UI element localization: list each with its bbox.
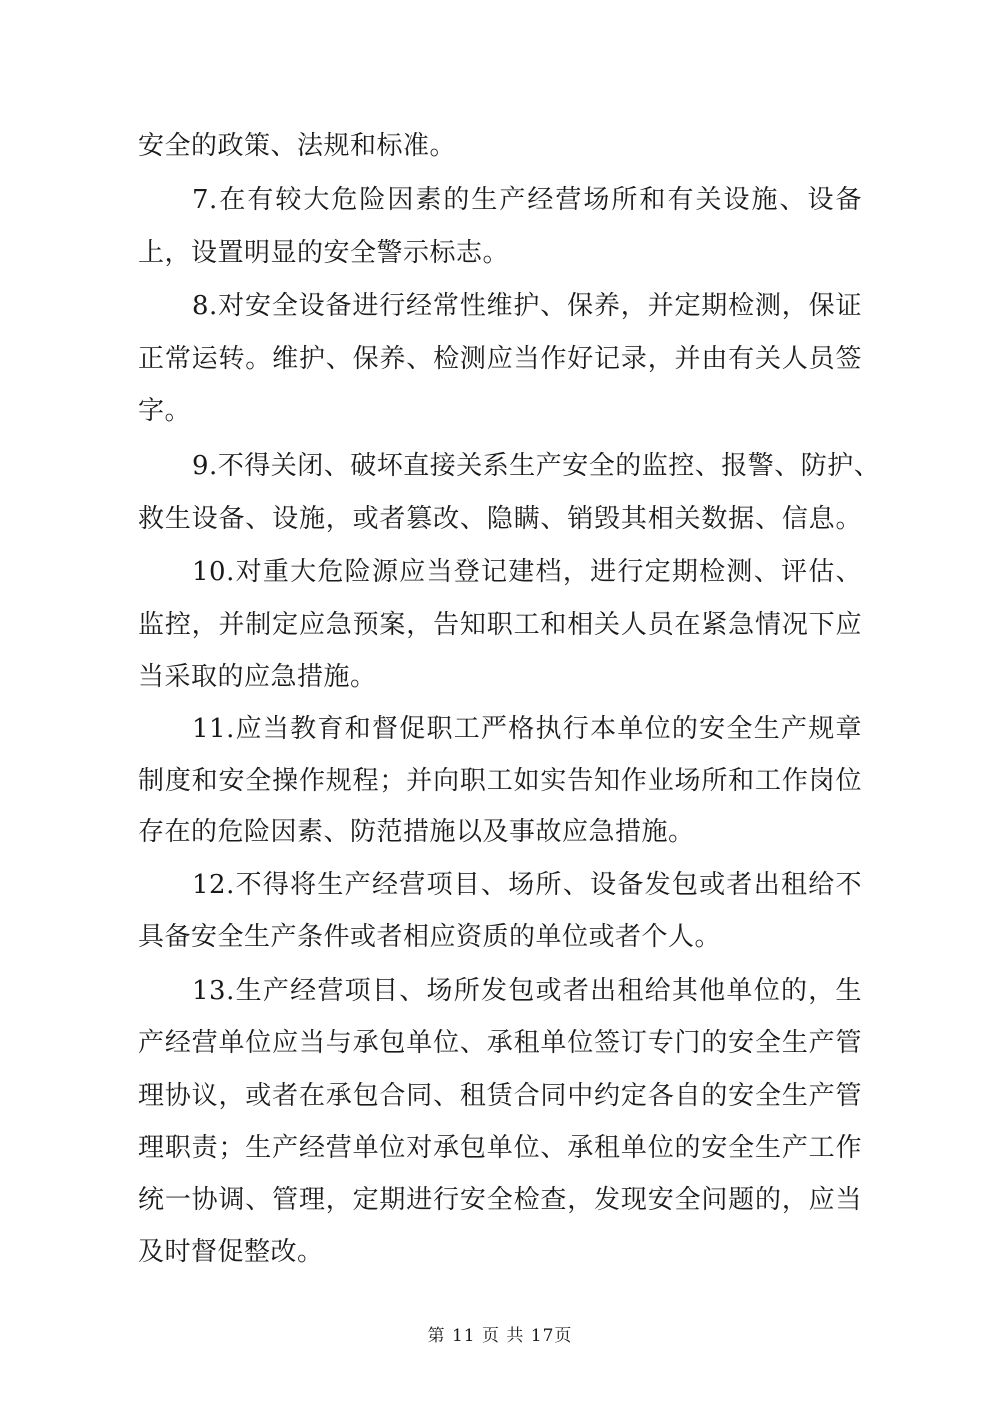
text-line: 7.在有较大危险因素的生产经营场所和有关设施、设备 — [192, 185, 862, 215]
text-line: 存在的危险因素、防范措施以及事故应急措施。 — [138, 817, 695, 847]
text-line: 12.不得将生产经营项目、场所、设备发包或者出租给不 — [192, 870, 862, 900]
text-line: 理职责；生产经营单位对承包单位、承租单位的安全生产工作 — [138, 1133, 862, 1163]
text-line: 8.对安全设备进行经常性维护、保养，并定期检测，保证 — [192, 291, 862, 321]
text-line: 当采取的应急措施。 — [138, 662, 377, 692]
text-line: 13.生产经营项目、场所发包或者出租给其他单位的，生 — [192, 976, 862, 1006]
page-number: 第 11 页 共 17页 — [427, 1326, 573, 1346]
text-line: 11.应当教育和督促职工严格执行本单位的安全生产规章 — [192, 714, 862, 744]
text-line: 9.不得关闭、破坏直接关系生产安全的监控、报警、防护、 — [192, 451, 881, 481]
text-line: 安全的政策、法规和标准。 — [138, 131, 457, 161]
text-line: 具备安全生产条件或者相应资质的单位或者个人。 — [138, 922, 722, 952]
text-line: 监控，并制定应急预案，告知职工和相关人员在紧急情况下应 — [138, 610, 862, 640]
text-line: 制度和安全操作规程；并向职工如实告知作业场所和工作岗位 — [138, 766, 862, 796]
text-line: 产经营单位应当与承包单位、承租单位签订专门的安全生产管 — [138, 1028, 862, 1058]
text-line: 字。 — [138, 396, 192, 426]
text-line: 及时督促整改。 — [138, 1237, 324, 1267]
text-line: 正常运转。维护、保养、检测应当作好记录，并由有关人员签 — [138, 344, 862, 374]
text-line: 统一协调、管理，定期进行安全检查，发现安全问题的，应当 — [138, 1185, 862, 1215]
text-line: 救生设备、设施，或者篡改、隐瞒、销毁其相关数据、信息。 — [138, 504, 862, 534]
text-line: 10.对重大危险源应当登记建档，进行定期检测、评估、 — [192, 557, 862, 587]
text-line: 上，设置明显的安全警示标志。 — [138, 238, 510, 268]
text-line: 理协议，或者在承包合同、租赁合同中约定各自的安全生产管 — [138, 1081, 862, 1111]
